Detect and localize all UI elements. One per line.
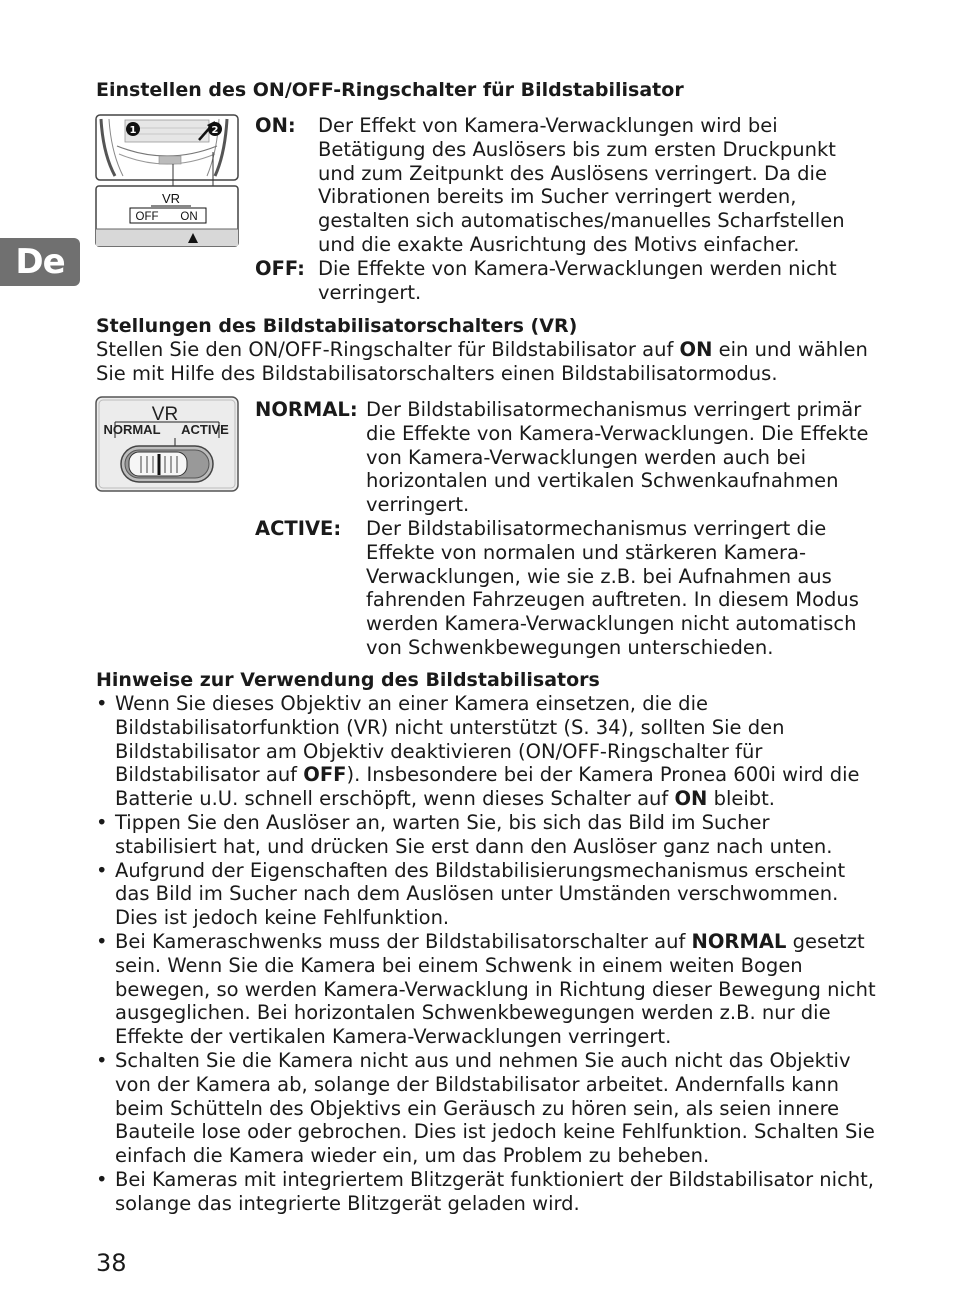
page-number: 38 (96, 1249, 127, 1277)
list-item: • Tippen Sie den Auslöser an, warten Sie, bis sich das Bild im Sucher stabilisiert hat, und drücken Sie erst dann den Auslöser ganz nach unten. (96, 810, 833, 858)
definition-text: Die Effekte von Kamera-Verwacklungen werden nicht verringert. (318, 256, 837, 304)
list-item: • Bei Kameras mit integriertem Blitzgerät funktioniert der Bildstabilisator nicht, solange das integrierte Blitzgerät geladen wird. (96, 1167, 874, 1215)
list-item: • Schalten Sie die Kamera nicht aus und nehmen Sie auch nicht das Objektiv von der Kamera ab, solange der Bildstabilisator arbeitet. Andernfalls kann beim Schütteln des Objektivs ein Geräusch zu hören sein, als seien innere Bauteile lose oder gebrochen. Dies ist jedoch keine Fehlfunktion. Schalten Sie einfach die Kamera wieder ein, um das Problem zu beheben. (96, 1048, 875, 1168)
definition-text: Der Effekt von Kamera-Verwacklungen wird bei Betätigung des Auslösers bis zum ersten Druckpunkt und zum Zeitpunkt des Auslösens verringert. Da die Vibrationen bereits im Sucher verringert werden, gestalten sich automatisches/manuelles Scharfstellen und die exakte Ausrichtung des Motivs einfacher. (318, 114, 845, 256)
definition-term: ACTIVE: (255, 516, 342, 540)
callout-1: 1 (129, 125, 137, 136)
list-item: • Wenn Sie dieses Objektiv an einer Kamera einsetzen, die die Bildstabilisatorfunktion (VR) nicht unterstützt (S. 34), sollten Sie den Bildstabilisator am Objektiv deaktivieren (ON/OFF-Ringschalter für Bildstabilisator auf OFF). Insbesondere bei der Kamera Pronea 600i wird die Batterie u.U. schnell erschöpft, wenn dieses Schalter auf ON bleibt. (96, 692, 860, 811)
callout-2: 2 (211, 125, 219, 136)
on-label: ON (180, 211, 198, 223)
vr-mode-switch-illustration (95, 396, 241, 494)
vr-label: VR (151, 404, 179, 425)
section-heading-vr-switch: Stellungen des Bildstabilisatorschalters (VR) (96, 315, 578, 337)
definition-text: Der Bildstabilisatormechanismus verringert primär die Effekte von Kamera-Verwacklungen. Die Effekte von Kamera-Verwacklungen werden auch bei horizontalen und vertikalen Schwenkaufnahmen verringert. (366, 398, 869, 517)
onoff-definitions (255, 114, 877, 304)
normal-label: NORMAL (103, 422, 161, 437)
vr-switch-intro: Stellen Sie den ON/OFF-Ringschalter für Bildstabilisator auf ON ein und wählen Sie mit Hilfe des Bildstabilisatorschalters einen Bildstabilisatormodus. (96, 338, 868, 385)
list-item: • Bei Kameraschwenks muss der Bildstabilisatorschalter auf NORMAL gesetzt sein. Wenn Sie die Kamera bei einem Schwenk in einem weiten Bogen bewegen, so werden Kamera-Verwacklung in Richtung dieser Bewegung nicht ausgeglichen. Bei horizontalen Schwenkbewegungen werden z.B. nur die Effekte der vertikalen Kamera-Verwacklungen verringert. (96, 929, 876, 1049)
definition-normal (255, 398, 877, 517)
lens-ring-switch-illustration (95, 114, 241, 248)
off-label: OFF (135, 211, 159, 223)
notes-list (96, 692, 876, 1216)
section-heading-onoff-ring: Einstellen des ON/OFF-Ringschalter für Bildstabilisator (96, 79, 684, 101)
language-tab: De (0, 238, 80, 286)
vr-label: VR (161, 191, 181, 206)
definition-term: NORMAL: (255, 398, 358, 421)
definition-active (255, 517, 877, 660)
definition-text: Der Bildstabilisatormechanismus verringert die Effekte von normalen und stärkeren Kamera-Verwacklungen, wie sie z.B. bei Aufnahmen aus fahrenden Fahrzeugen auftreten. In diesem Modus werden Kamera-Verwacklungen nicht automatisch von Schwenkbewegungen unterschieden. (366, 516, 859, 659)
section-heading-notes: Hinweise zur Verwendung des Bildstabilisators (96, 669, 600, 691)
active-label: ACTIVE (181, 422, 229, 437)
list-item: • Aufgrund der Eigenschaften des Bildstabilisierungsmechanismus erscheint das Bild im Sucher nach dem Auslösen unter Umständen verschwommen. Dies ist jedoch keine Fehlfunktion. (96, 858, 846, 930)
vr-mode-definitions (255, 398, 877, 660)
definition-on (255, 114, 877, 257)
definition-off (255, 257, 877, 305)
definition-term: ON: (255, 114, 296, 137)
definition-term: OFF: (255, 256, 305, 280)
